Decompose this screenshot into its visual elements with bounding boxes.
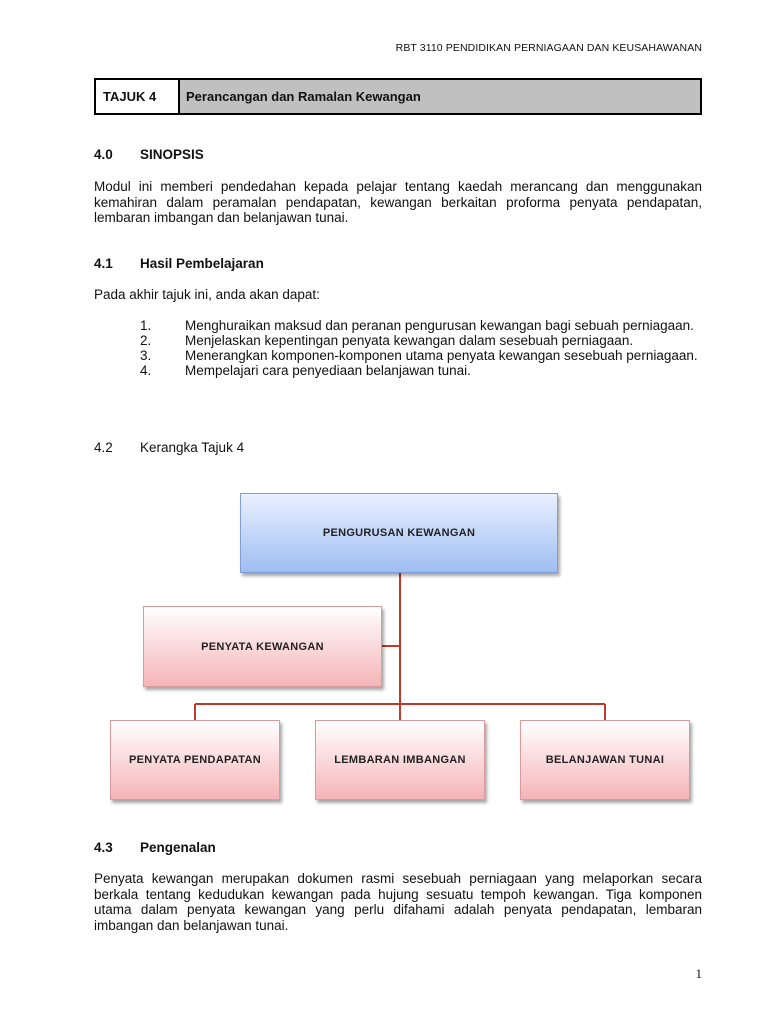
section-title: SINOPSIS: [140, 147, 204, 162]
page-number: 1: [695, 966, 702, 981]
outcomes-intro: Pada akhir tajuk ini, anda akan dapat:: [94, 287, 320, 302]
topic-label: TAJUK 4: [96, 80, 180, 113]
diagram-mid-box: PENYATA KEWANGAN: [143, 606, 382, 687]
section-intro-heading: [94, 840, 216, 855]
list-number: 1.: [140, 318, 152, 333]
section-number: 4.2: [94, 440, 113, 455]
section-number: 4.0: [94, 147, 113, 162]
running-header: RBT 3110 PENDIDIKAN PERNIAGAAN DAN KEUSAHAWANAN: [395, 42, 702, 54]
list-text: Menerangkan komponen-komponen utama penyata kewangan sesebuah perniagaan.: [185, 348, 698, 363]
section-title: Kerangka Tajuk 4: [140, 440, 245, 455]
section-title: Pengenalan: [140, 840, 216, 855]
section-number: 4.1: [94, 256, 113, 271]
list-number: 3.: [140, 348, 152, 363]
diagram-leaf-box-income: PENYATA PENDAPATAN: [110, 720, 280, 800]
section-title: Hasil Pembelajaran: [140, 256, 264, 271]
diagram-root-box: PENGURUSAN KEWANGAN: [240, 493, 558, 573]
section-number: 4.3: [94, 840, 113, 855]
list-text: Menghuraikan maksud dan peranan pengurusan kewangan bagi sebuah perniagaan.: [185, 318, 694, 333]
list-number: 2.: [140, 333, 152, 348]
list-number: 4.: [140, 363, 152, 378]
topic-title: Perancangan dan Ramalan Kewangan: [180, 80, 700, 113]
diagram-leaf-box-cash: BELANJAWAN TUNAI: [520, 720, 690, 800]
list-text: Menjelaskan kepentingan penyata kewangan dalam sesebuah perniagaan.: [185, 333, 634, 348]
diagram-leaf-box-balance: LEMBARAN IMBANGAN: [315, 720, 485, 800]
list-text: Mempelajari cara penyediaan belanjawan tunai.: [185, 363, 471, 378]
intro-body: Penyata kewangan merupakan dokumen rasmi sesebuah perniagaan yang melaporkan secara berkala tentang kedudukan kewangan pada hujung sesuatu tempoh kewangan. Tiga komponen utama dalam penyata kewangan yang perlu difahami adalah penyata pendapatan, lembaran imbangan dan belanjawan tunai.: [94, 871, 702, 933]
sinopsis-body: Modul ini memberi pendedahan kepada pelajar tentang kaedah merancang dan menggunakan kemahiran dalam peramalan pendapatan, kewangan berkaitan proforma penyata pendapatan, lembaran imbangan dan belanjawan tunai.: [94, 179, 702, 225]
